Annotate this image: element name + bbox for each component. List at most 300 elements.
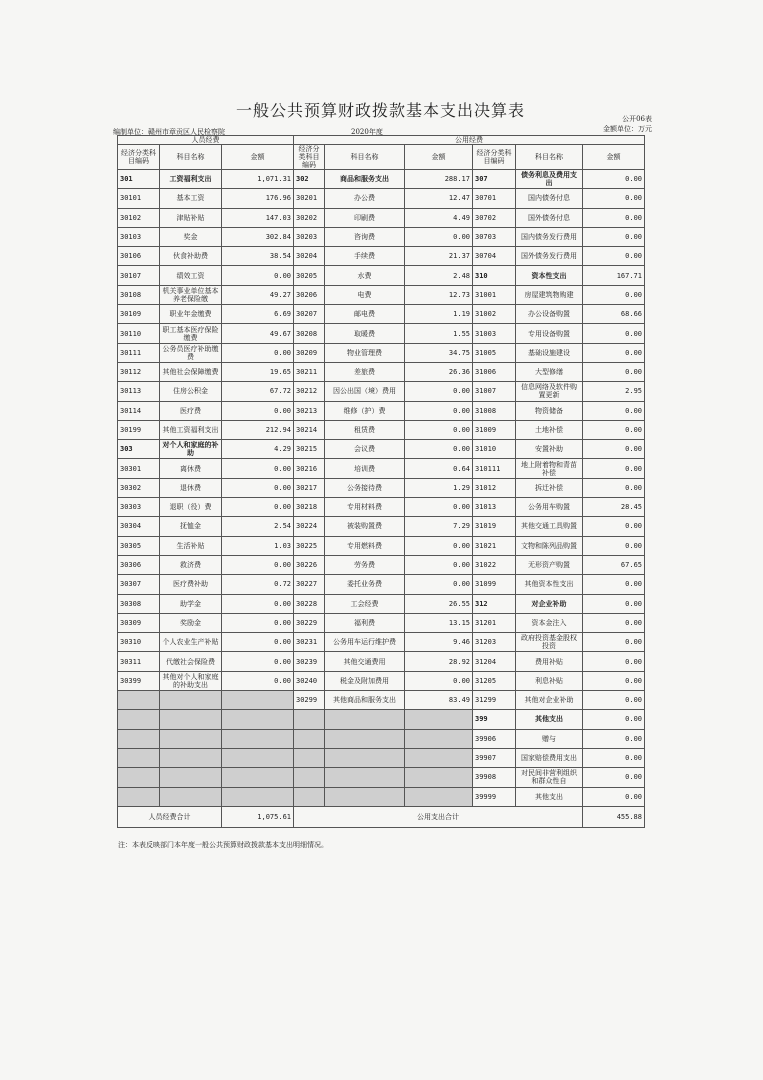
public1-code-cell: 30206	[294, 285, 325, 304]
public2-name-cell: 对企业补助	[516, 594, 583, 613]
public2-name-cell: 办公设备购置	[516, 305, 583, 324]
table-row	[118, 189, 645, 208]
public2-amount-cell: 0.00	[583, 652, 645, 671]
public2-name-cell: 大型修缮	[516, 362, 583, 381]
col-code: 经济分类科目编码	[473, 145, 516, 170]
public1-name-cell: 工会经费	[325, 594, 405, 613]
public1-empty-cell	[405, 787, 473, 806]
table-row	[118, 498, 645, 517]
public1-name-cell: 劳务费	[325, 555, 405, 574]
public1-empty-cell	[294, 710, 325, 729]
public1-code-cell: 30229	[294, 613, 325, 632]
public2-name-cell: 其他资本性支出	[516, 575, 583, 594]
col-code: 经济分类科目编码	[118, 145, 160, 170]
personnel-empty-cell	[160, 691, 222, 710]
public2-name-cell: 债务利息及费用支出	[516, 170, 583, 189]
public-total-label: 公用支出合计	[294, 806, 583, 827]
public1-name-cell: 邮电费	[325, 305, 405, 324]
public2-amount-cell: 0.00	[583, 517, 645, 536]
public1-amount-cell: 1.29	[405, 478, 473, 497]
personnel-code-cell: 30102	[118, 208, 160, 227]
personnel-amount-cell: 0.00	[222, 652, 294, 671]
public1-code-cell: 30226	[294, 555, 325, 574]
personnel-amount-cell: 2.54	[222, 517, 294, 536]
public2-amount-cell: 167.71	[583, 266, 645, 285]
public1-amount-cell: 0.00	[405, 671, 473, 690]
public2-name-cell: 其他支出	[516, 787, 583, 806]
public2-name-cell: 地上附着物和青苗补偿	[516, 459, 583, 478]
public2-amount-cell: 0.00	[583, 633, 645, 652]
public2-code-cell: 31002	[473, 305, 516, 324]
public-total-amount: 455.88	[583, 806, 645, 827]
personnel-code-cell: 30114	[118, 401, 160, 420]
personnel-code-cell: 30399	[118, 671, 160, 690]
public2-amount-cell: 0.00	[583, 671, 645, 690]
col-code: 经济分类科目编码	[294, 145, 325, 170]
public2-code-cell: 30703	[473, 227, 516, 246]
public2-name-cell: 利息补贴	[516, 671, 583, 690]
table-row	[118, 536, 645, 555]
public1-amount-cell: 21.37	[405, 247, 473, 266]
personnel-code-cell: 30103	[118, 227, 160, 246]
personnel-name-cell: 机关事业单位基本养老保险缴	[160, 285, 222, 304]
public1-code-cell: 30224	[294, 517, 325, 536]
public1-code-cell: 30240	[294, 671, 325, 690]
public1-name-cell: 培训费	[325, 459, 405, 478]
personnel-name-cell: 离休费	[160, 459, 222, 478]
public1-name-cell: 租赁费	[325, 420, 405, 439]
public2-code-cell: 31204	[473, 652, 516, 671]
table-row	[118, 748, 645, 767]
public1-code-cell: 30207	[294, 305, 325, 324]
personnel-empty-cell	[118, 710, 160, 729]
public1-code-cell: 30211	[294, 362, 325, 381]
personnel-code-cell: 30109	[118, 305, 160, 324]
public2-amount-cell: 0.00	[583, 691, 645, 710]
public2-name-cell: 赠与	[516, 729, 583, 748]
public1-empty-cell	[405, 729, 473, 748]
footnote: 注：本表反映部门本年度一般公共预算财政拨款基本支出明细情况。	[118, 841, 328, 849]
public1-code-cell: 30239	[294, 652, 325, 671]
public2-name-cell: 国内债务发行费用	[516, 227, 583, 246]
public1-code-cell: 30231	[294, 633, 325, 652]
public1-empty-cell	[405, 710, 473, 729]
public1-name-cell: 差旅费	[325, 362, 405, 381]
col-amount: 金额	[405, 145, 473, 170]
table-row	[118, 247, 645, 266]
public2-name-cell: 其他支出	[516, 710, 583, 729]
personnel-amount-cell: 6.69	[222, 305, 294, 324]
public1-empty-cell	[325, 748, 405, 767]
public2-amount-cell: 0.00	[583, 420, 645, 439]
public1-amount-cell: 0.00	[405, 536, 473, 555]
table-row	[118, 594, 645, 613]
public1-name-cell: 税金及附加费用	[325, 671, 405, 690]
public2-amount-cell: 0.00	[583, 401, 645, 420]
public2-name-cell: 国内债务付息	[516, 189, 583, 208]
public1-empty-cell	[294, 729, 325, 748]
public1-code-cell: 30214	[294, 420, 325, 439]
personnel-amount-cell: 49.67	[222, 324, 294, 343]
personnel-code-cell: 301	[118, 170, 160, 189]
public1-name-cell: 印刷费	[325, 208, 405, 227]
public2-name-cell: 物资储备	[516, 401, 583, 420]
public2-code-cell: 310	[473, 266, 516, 285]
public1-amount-cell: 0.00	[405, 555, 473, 574]
public1-empty-cell	[294, 748, 325, 767]
public1-code-cell: 30209	[294, 343, 325, 362]
personnel-total-label: 人员经费合计	[118, 806, 222, 827]
public1-empty-cell	[294, 787, 325, 806]
public2-code-cell: 312	[473, 594, 516, 613]
public2-code-cell: 31010	[473, 440, 516, 459]
public2-amount-cell: 67.65	[583, 555, 645, 574]
personnel-code-cell: 30101	[118, 189, 160, 208]
public2-name-cell: 房屋建筑物购建	[516, 285, 583, 304]
public2-code-cell: 31299	[473, 691, 516, 710]
personnel-name-cell: 伙食补助费	[160, 247, 222, 266]
public1-empty-cell	[325, 787, 405, 806]
personnel-amount-cell: 1.03	[222, 536, 294, 555]
public1-empty-cell	[325, 729, 405, 748]
public2-amount-cell: 2.95	[583, 382, 645, 401]
personnel-code-cell: 30110	[118, 324, 160, 343]
personnel-amount-cell: 0.00	[222, 498, 294, 517]
public2-amount-cell: 0.00	[583, 613, 645, 632]
public2-code-cell: 31009	[473, 420, 516, 439]
table-row	[118, 517, 645, 536]
public1-amount-cell: 2.48	[405, 266, 473, 285]
personnel-name-cell: 代缴社会保险费	[160, 652, 222, 671]
public1-amount-cell: 0.00	[405, 227, 473, 246]
public1-name-cell: 福利费	[325, 613, 405, 632]
public1-amount-cell: 1.55	[405, 324, 473, 343]
public2-code-cell: 39907	[473, 748, 516, 767]
public2-code-cell: 31008	[473, 401, 516, 420]
public2-amount-cell: 0.00	[583, 748, 645, 767]
public1-amount-cell: 7.29	[405, 517, 473, 536]
table-row	[118, 420, 645, 439]
personnel-name-cell: 奖金	[160, 227, 222, 246]
public1-name-cell: 电费	[325, 285, 405, 304]
personnel-name-cell: 生活补贴	[160, 536, 222, 555]
personnel-empty-cell	[160, 748, 222, 767]
public2-code-cell: 31012	[473, 478, 516, 497]
public2-amount-cell: 0.00	[583, 787, 645, 806]
public2-code-cell: 31003	[473, 324, 516, 343]
public2-code-cell: 31021	[473, 536, 516, 555]
personnel-amount-cell: 1,071.31	[222, 170, 294, 189]
public2-amount-cell: 0.00	[583, 189, 645, 208]
personnel-name-cell: 基本工资	[160, 189, 222, 208]
personnel-name-cell: 救济费	[160, 555, 222, 574]
personnel-amount-cell: 4.29	[222, 440, 294, 459]
public2-amount-cell: 0.00	[583, 440, 645, 459]
public1-amount-cell: 0.00	[405, 498, 473, 517]
table-row	[118, 478, 645, 497]
col-amount: 金额	[222, 145, 294, 170]
personnel-empty-cell	[222, 787, 294, 806]
public2-name-cell: 基础设施建设	[516, 343, 583, 362]
table-row	[118, 266, 645, 285]
personnel-name-cell: 退休费	[160, 478, 222, 497]
public1-amount-cell: 0.00	[405, 420, 473, 439]
public2-name-cell: 国家赔偿费用支出	[516, 748, 583, 767]
public1-name-cell: 公务接待费	[325, 478, 405, 497]
public1-amount-cell: 0.00	[405, 401, 473, 420]
public2-name-cell: 资本性支出	[516, 266, 583, 285]
public2-name-cell: 专用设备购置	[516, 324, 583, 343]
public2-code-cell: 31013	[473, 498, 516, 517]
public2-code-cell: 39908	[473, 768, 516, 787]
public1-amount-cell: 0.64	[405, 459, 473, 478]
public1-amount-cell: 0.00	[405, 382, 473, 401]
personnel-code-cell: 30306	[118, 555, 160, 574]
personnel-amount-cell: 0.00	[222, 633, 294, 652]
personnel-empty-cell	[160, 729, 222, 748]
table-row	[118, 787, 645, 806]
table-row	[118, 382, 645, 401]
personnel-code-cell: 30303	[118, 498, 160, 517]
public1-amount-cell: 26.55	[405, 594, 473, 613]
personnel-empty-cell	[118, 748, 160, 767]
public1-code-cell: 30203	[294, 227, 325, 246]
personnel-amount-cell: 0.00	[222, 459, 294, 478]
compiling-unit: 编制单位：赣州市章贡区人民检察院	[113, 128, 225, 136]
public2-name-cell: 信息网络及软件购置更新	[516, 382, 583, 401]
personnel-name-cell: 医疗费补助	[160, 575, 222, 594]
personnel-name-cell: 其他对个人和家庭的补助支出	[160, 671, 222, 690]
public2-name-cell: 其他对企业补助	[516, 691, 583, 710]
public2-name-cell: 其他交通工具购置	[516, 517, 583, 536]
public1-name-cell: 因公出国（境）费用	[325, 382, 405, 401]
public1-code-cell: 30205	[294, 266, 325, 285]
personnel-amount-cell: 0.00	[222, 555, 294, 574]
public2-name-cell: 文物和陈列品购置	[516, 536, 583, 555]
personnel-code-cell: 30301	[118, 459, 160, 478]
personnel-empty-cell	[160, 710, 222, 729]
public2-code-cell: 31019	[473, 517, 516, 536]
public2-code-cell: 307	[473, 170, 516, 189]
public1-name-cell: 专用燃料费	[325, 536, 405, 555]
personnel-name-cell: 个人农业生产补贴	[160, 633, 222, 652]
personnel-name-cell: 职业年金缴费	[160, 305, 222, 324]
personnel-empty-cell	[118, 768, 160, 787]
public1-code-cell: 30212	[294, 382, 325, 401]
personnel-empty-cell	[160, 768, 222, 787]
personnel-empty-cell	[118, 691, 160, 710]
personnel-amount-cell: 0.00	[222, 343, 294, 362]
personnel-amount-cell: 0.00	[222, 478, 294, 497]
public1-amount-cell: 83.49	[405, 691, 473, 710]
public1-code-cell: 30217	[294, 478, 325, 497]
personnel-amount-cell: 0.00	[222, 266, 294, 285]
public2-code-cell: 31022	[473, 555, 516, 574]
public1-code-cell: 30208	[294, 324, 325, 343]
personnel-amount-cell: 38.54	[222, 247, 294, 266]
public2-amount-cell: 0.00	[583, 362, 645, 381]
section-public: 公用经费	[294, 136, 645, 145]
personnel-code-cell: 30111	[118, 343, 160, 362]
report-title: 一般公共预算财政拨款基本支出决算表	[235, 101, 525, 120]
table-row	[118, 324, 645, 343]
public1-empty-cell	[294, 768, 325, 787]
public1-name-cell: 物业管理费	[325, 343, 405, 362]
public2-amount-cell: 68.66	[583, 305, 645, 324]
public2-name-cell: 对民间非营利组织和群众性自	[516, 768, 583, 787]
personnel-amount-cell: 176.96	[222, 189, 294, 208]
public2-code-cell: 31205	[473, 671, 516, 690]
personnel-amount-cell: 302.84	[222, 227, 294, 246]
public2-name-cell: 国外债务付息	[516, 208, 583, 227]
personnel-name-cell: 医疗费	[160, 401, 222, 420]
personnel-code-cell: 30309	[118, 613, 160, 632]
personnel-name-cell: 职工基本医疗保险缴费	[160, 324, 222, 343]
personnel-amount-cell: 67.72	[222, 382, 294, 401]
col-amount: 金额	[583, 145, 645, 170]
public1-amount-cell: 26.36	[405, 362, 473, 381]
public1-empty-cell	[405, 748, 473, 767]
public1-code-cell: 30202	[294, 208, 325, 227]
personnel-empty-cell	[160, 787, 222, 806]
personnel-amount-cell: 0.00	[222, 594, 294, 613]
public2-amount-cell: 0.00	[583, 729, 645, 748]
personnel-total-amount: 1,075.61	[222, 806, 294, 827]
public2-name-cell: 费用补贴	[516, 652, 583, 671]
personnel-name-cell: 对个人和家庭的补助	[160, 440, 222, 459]
public2-name-cell: 公务用车购置	[516, 498, 583, 517]
table-row	[118, 768, 645, 787]
personnel-code-cell: 30302	[118, 478, 160, 497]
table-row	[118, 710, 645, 729]
public1-amount-cell: 12.47	[405, 189, 473, 208]
public1-amount-cell: 4.49	[405, 208, 473, 227]
table-row	[118, 440, 645, 459]
public1-amount-cell: 12.73	[405, 285, 473, 304]
personnel-name-cell: 住房公积金	[160, 382, 222, 401]
public1-name-cell: 水费	[325, 266, 405, 285]
public2-code-cell: 31099	[473, 575, 516, 594]
col-name: 科目名称	[160, 145, 222, 170]
expenditure-table	[117, 135, 645, 828]
table-row	[118, 459, 645, 478]
personnel-name-cell: 津贴补贴	[160, 208, 222, 227]
public1-name-cell: 咨询费	[325, 227, 405, 246]
public1-code-cell: 30227	[294, 575, 325, 594]
public2-code-cell: 310111	[473, 459, 516, 478]
personnel-name-cell: 绩效工资	[160, 266, 222, 285]
public2-code-cell: 31201	[473, 613, 516, 632]
col-name: 科目名称	[325, 145, 405, 170]
public1-name-cell: 办公费	[325, 189, 405, 208]
public2-amount-cell: 0.00	[583, 285, 645, 304]
totals-row	[118, 806, 645, 827]
public1-code-cell: 302	[294, 170, 325, 189]
public1-empty-cell	[325, 710, 405, 729]
col-name: 科目名称	[516, 145, 583, 170]
public2-code-cell: 31001	[473, 285, 516, 304]
public2-code-cell: 399	[473, 710, 516, 729]
public1-amount-cell: 288.17	[405, 170, 473, 189]
public1-amount-cell: 9.46	[405, 633, 473, 652]
personnel-empty-cell	[118, 787, 160, 806]
personnel-name-cell: 工资福利支出	[160, 170, 222, 189]
personnel-code-cell: 30311	[118, 652, 160, 671]
public2-name-cell: 国外债务发行费用	[516, 247, 583, 266]
amount-unit: 金额单位：万元	[603, 125, 652, 133]
public1-name-cell: 其他交通费用	[325, 652, 405, 671]
table-row	[118, 343, 645, 362]
personnel-empty-cell	[222, 768, 294, 787]
public2-amount-cell: 0.00	[583, 324, 645, 343]
personnel-code-cell: 30308	[118, 594, 160, 613]
personnel-empty-cell	[222, 710, 294, 729]
public2-code-cell: 39906	[473, 729, 516, 748]
public1-code-cell: 30228	[294, 594, 325, 613]
table-row	[118, 285, 645, 304]
personnel-code-cell: 303	[118, 440, 160, 459]
public1-name-cell: 取暖费	[325, 324, 405, 343]
public1-code-cell: 30215	[294, 440, 325, 459]
public1-amount-cell: 34.75	[405, 343, 473, 362]
personnel-empty-cell	[222, 691, 294, 710]
public2-name-cell: 拆迁补偿	[516, 478, 583, 497]
table-row	[118, 170, 645, 189]
personnel-code-cell: 30106	[118, 247, 160, 266]
public1-code-cell: 30213	[294, 401, 325, 420]
public2-code-cell: 31006	[473, 362, 516, 381]
personnel-name-cell: 奖励金	[160, 613, 222, 632]
table-row	[118, 652, 645, 671]
form-number: 公开06表	[622, 115, 652, 123]
table-row	[118, 401, 645, 420]
personnel-code-cell: 30304	[118, 517, 160, 536]
personnel-name-cell: 退职（役）费	[160, 498, 222, 517]
public2-code-cell: 39999	[473, 787, 516, 806]
personnel-name-cell: 公务员医疗补助缴费	[160, 343, 222, 362]
public1-code-cell: 30204	[294, 247, 325, 266]
public2-amount-cell: 0.00	[583, 170, 645, 189]
public1-amount-cell: 1.19	[405, 305, 473, 324]
personnel-amount-cell: 212.94	[222, 420, 294, 439]
table-row	[118, 555, 645, 574]
public1-amount-cell: 28.92	[405, 652, 473, 671]
public1-name-cell: 委托业务费	[325, 575, 405, 594]
public1-name-cell: 商品和服务支出	[325, 170, 405, 189]
public2-code-cell: 30701	[473, 189, 516, 208]
personnel-name-cell: 其他工资福利支出	[160, 420, 222, 439]
public1-empty-cell	[325, 768, 405, 787]
personnel-code-cell: 30112	[118, 362, 160, 381]
personnel-empty-cell	[222, 729, 294, 748]
public2-amount-cell: 0.00	[583, 478, 645, 497]
public1-code-cell: 30225	[294, 536, 325, 555]
personnel-code-cell: 30305	[118, 536, 160, 555]
public2-name-cell: 政府投资基金股权投资	[516, 633, 583, 652]
personnel-amount-cell: 19.65	[222, 362, 294, 381]
table-row	[118, 613, 645, 632]
public2-amount-cell: 0.00	[583, 710, 645, 729]
public2-name-cell: 安置补助	[516, 440, 583, 459]
public2-amount-cell: 0.00	[583, 536, 645, 555]
table-row	[118, 208, 645, 227]
personnel-amount-cell: 0.72	[222, 575, 294, 594]
personnel-name-cell: 其他社会保障缴费	[160, 362, 222, 381]
public1-amount-cell: 0.00	[405, 440, 473, 459]
public2-amount-cell: 0.00	[583, 227, 645, 246]
table-row	[118, 671, 645, 690]
personnel-amount-cell: 0.00	[222, 401, 294, 420]
